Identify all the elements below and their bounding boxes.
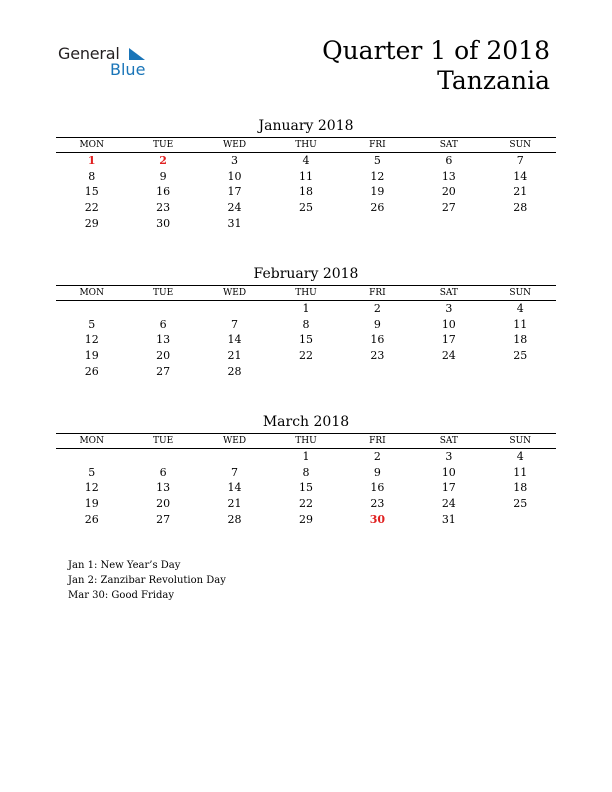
week-row [56, 332, 556, 348]
week-row [56, 184, 556, 200]
week-row [56, 215, 556, 231]
weekday-label: SAT [439, 436, 458, 446]
day-cell: 10 [441, 317, 456, 331]
weekday-label: MON [79, 436, 104, 446]
day-cell: 15 [84, 185, 99, 199]
day-cell: 21 [513, 185, 528, 199]
day-cell: 1 [302, 450, 310, 464]
day-cell: 8 [302, 465, 310, 479]
day-cell: 6 [159, 465, 167, 479]
day-cell: 10 [441, 465, 456, 479]
week-row [56, 465, 556, 481]
day-cell: 17 [227, 185, 242, 199]
month-title: January 2018 [258, 118, 354, 134]
day-cell: 17 [441, 481, 456, 495]
day-cell: 16 [370, 481, 385, 495]
country-name: Tanzania [437, 66, 550, 95]
day-cell: 26 [370, 201, 385, 215]
day-cell: 7 [231, 317, 239, 331]
week-row [56, 511, 556, 527]
day-cell: 24 [227, 201, 242, 215]
day-cell: 23 [370, 497, 385, 511]
day-cell: 14 [513, 169, 528, 183]
day-cell: 8 [302, 317, 310, 331]
week-row [56, 496, 556, 512]
day-cell: 21 [227, 349, 242, 363]
weekday-header-row [56, 137, 556, 153]
day-cell: 24 [441, 349, 456, 363]
day-cell: 16 [370, 333, 385, 347]
day-cell: 12 [370, 169, 385, 183]
day-cell: 1 [302, 302, 310, 316]
day-cell: 14 [227, 333, 242, 347]
day-cell: 27 [156, 512, 171, 526]
week-row [56, 348, 556, 364]
day-cell: 11 [513, 317, 528, 331]
day-cell: 9 [373, 465, 381, 479]
day-cell: 30 [156, 216, 171, 230]
day-cell: 6 [159, 317, 167, 331]
holiday-day-cell: 1 [87, 154, 96, 168]
holiday-note: Jan 1: New Year’s Day [68, 560, 181, 571]
day-cell: 9 [373, 317, 381, 331]
weekday-label: WED [223, 288, 247, 298]
weekday-label: SAT [439, 288, 458, 298]
day-cell: 19 [370, 185, 385, 199]
weekday-label: TUE [153, 140, 174, 150]
day-cell: 29 [298, 512, 313, 526]
day-cell: 23 [370, 349, 385, 363]
month-title: March 2018 [262, 414, 350, 430]
weekday-label: WED [223, 436, 247, 446]
week-row [56, 301, 556, 317]
weekday-label: MON [79, 140, 104, 150]
weekday-label: SUN [509, 436, 532, 446]
day-cell: 26 [84, 364, 99, 378]
day-cell: 15 [298, 333, 313, 347]
day-cell: 12 [84, 481, 99, 495]
day-cell: 25 [513, 349, 528, 363]
week-row [56, 480, 556, 496]
day-cell: 17 [441, 333, 456, 347]
month-calendar-march [56, 413, 556, 527]
day-cell: 27 [156, 364, 171, 378]
day-cell: 8 [88, 169, 96, 183]
holiday-notes [68, 558, 226, 603]
day-cell: 25 [513, 497, 528, 511]
day-cell: 29 [84, 216, 99, 230]
day-cell: 31 [227, 216, 242, 230]
day-cell: 22 [84, 201, 99, 215]
month-calendar-february [56, 265, 556, 379]
page-title: Quarter 1 of 2018 [322, 36, 550, 65]
day-cell: 10 [227, 169, 242, 183]
day-cell: 5 [373, 154, 381, 168]
day-cell: 24 [441, 497, 456, 511]
day-cell: 19 [84, 497, 99, 511]
day-cell: 28 [227, 364, 242, 378]
day-cell: 12 [84, 333, 99, 347]
day-cell: 7 [231, 465, 239, 479]
month-calendar-january [56, 117, 556, 231]
weekday-label: THU [295, 140, 317, 150]
day-cell: 3 [231, 154, 239, 168]
day-cell: 27 [441, 201, 456, 215]
week-row [56, 153, 556, 169]
weekday-label: TUE [153, 436, 174, 446]
weekday-label: THU [295, 288, 317, 298]
day-cell: 5 [88, 465, 96, 479]
weekday-label: WED [223, 140, 247, 150]
day-cell: 5 [88, 317, 96, 331]
logo-word-blue: Blue [110, 60, 146, 79]
weekday-label: FRI [369, 288, 386, 298]
day-cell: 14 [227, 481, 242, 495]
day-cell: 2 [373, 302, 381, 316]
weekday-label: MON [79, 288, 104, 298]
day-cell: 15 [298, 481, 313, 495]
day-cell: 19 [84, 349, 99, 363]
day-cell: 13 [156, 481, 171, 495]
day-cell: 9 [159, 169, 167, 183]
holiday-note: Mar 30: Good Friday [68, 590, 174, 601]
day-cell: 3 [445, 450, 453, 464]
brand-logo [58, 44, 168, 84]
weekday-label: SUN [509, 288, 532, 298]
weekday-label: SAT [439, 140, 458, 150]
day-cell: 22 [298, 349, 313, 363]
day-cell: 4 [302, 154, 310, 168]
day-cell: 20 [156, 497, 171, 511]
title-block [322, 36, 550, 96]
day-cell: 31 [441, 512, 456, 526]
week-row [56, 169, 556, 185]
holiday-day-cell: 30 [369, 512, 386, 526]
week-row [56, 317, 556, 333]
day-cell: 18 [513, 333, 528, 347]
day-cell: 25 [298, 201, 313, 215]
day-cell: 28 [513, 201, 528, 215]
holiday-day-cell: 2 [159, 154, 167, 168]
day-cell: 4 [516, 302, 524, 316]
day-cell: 20 [156, 349, 171, 363]
day-cell: 21 [227, 497, 242, 511]
weekday-label: FRI [369, 436, 386, 446]
holiday-note: Jan 2: Zanzibar Revolution Day [68, 575, 226, 586]
day-cell: 23 [156, 201, 171, 215]
day-cell: 18 [513, 481, 528, 495]
day-cell: 18 [298, 185, 313, 199]
day-cell: 11 [513, 465, 528, 479]
month-title: February 2018 [253, 266, 359, 282]
day-cell: 20 [441, 185, 456, 199]
day-cell: 13 [441, 169, 456, 183]
day-cell: 16 [156, 185, 171, 199]
weekday-label: THU [295, 436, 317, 446]
weekday-header-row [56, 433, 556, 449]
week-row [56, 363, 556, 379]
day-cell: 6 [445, 154, 453, 168]
weekday-label: FRI [369, 140, 386, 150]
weekday-label: TUE [153, 288, 174, 298]
day-cell: 7 [516, 154, 524, 168]
logo-word-general: General [58, 44, 120, 63]
day-cell: 22 [298, 497, 313, 511]
day-cell: 28 [227, 512, 242, 526]
week-row [56, 449, 556, 465]
day-cell: 13 [156, 333, 171, 347]
day-cell: 26 [84, 512, 99, 526]
day-cell: 4 [516, 450, 524, 464]
day-cell: 11 [298, 169, 313, 183]
weekday-label: SUN [509, 140, 532, 150]
day-cell: 3 [445, 302, 453, 316]
day-cell: 2 [373, 450, 381, 464]
weekday-header-row [56, 285, 556, 301]
week-row [56, 200, 556, 216]
